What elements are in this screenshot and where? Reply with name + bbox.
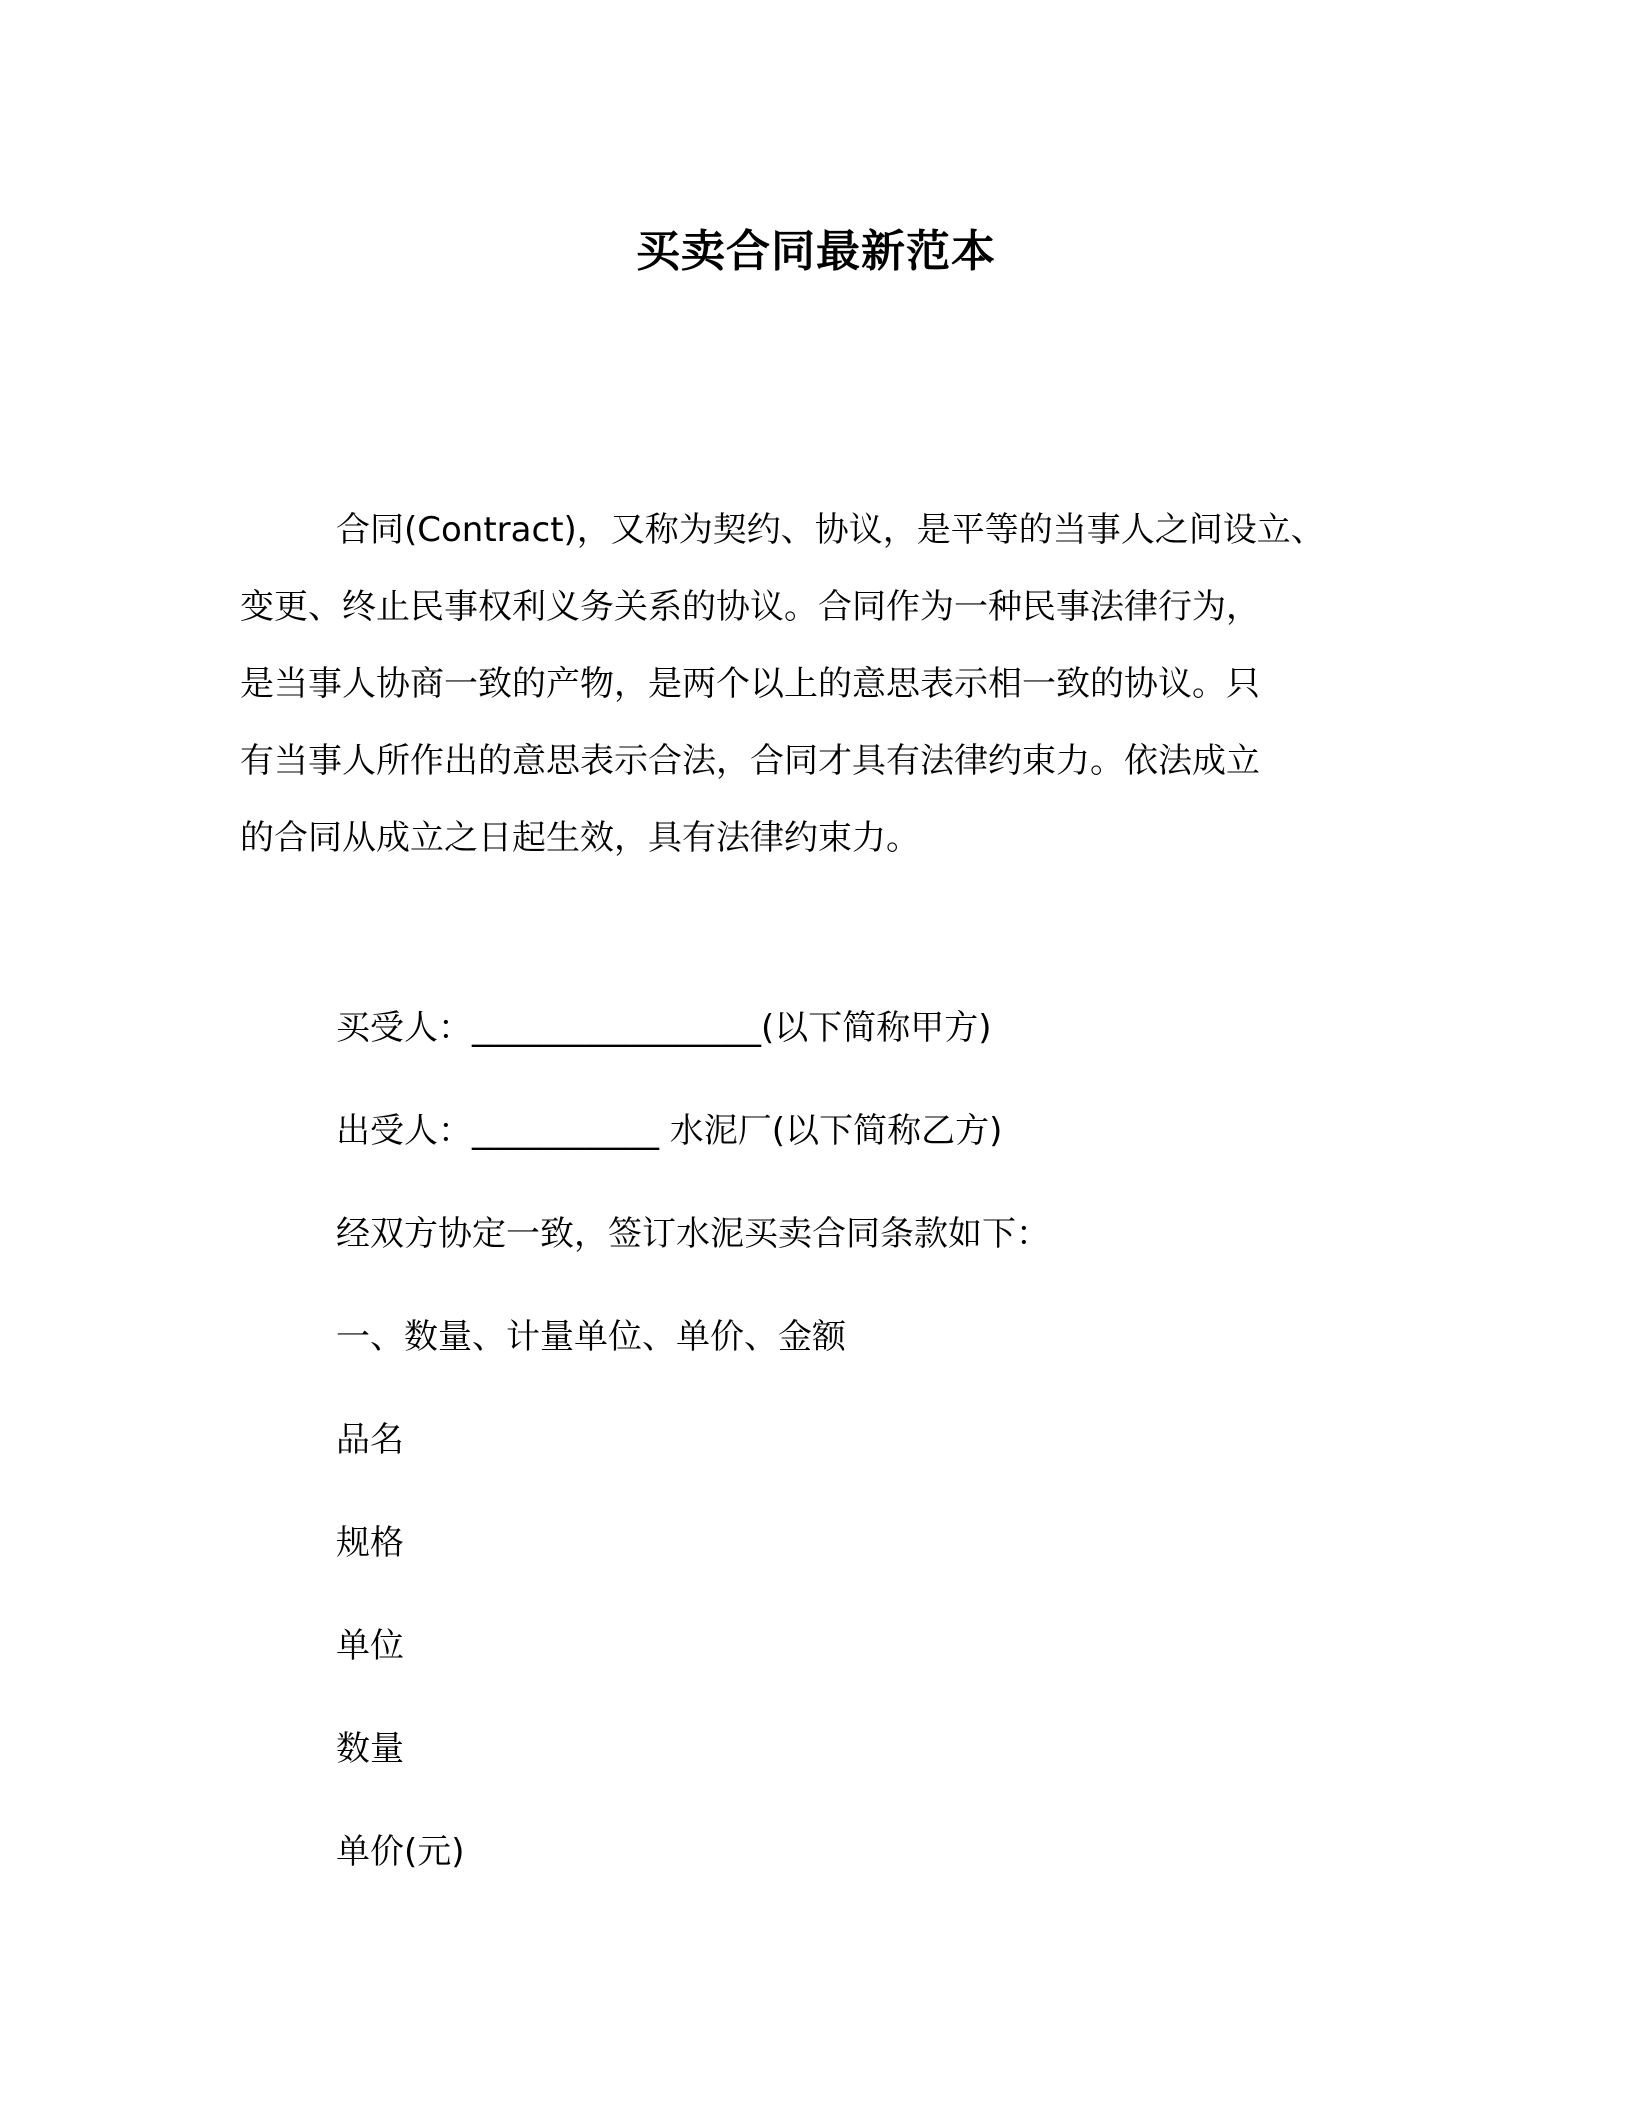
field-quantity: 数量: [336, 1729, 404, 1769]
intro-paragraph: [240, 492, 1400, 877]
field-specification: 规格: [336, 1523, 404, 1563]
field-product-name: 品名: [336, 1420, 404, 1460]
section-heading: 一、数量、计量单位、单价、金额: [336, 1317, 846, 1357]
field-unit-price: 单价(元): [336, 1832, 465, 1872]
agreement-line: 经双方协定一致，签订水泥买卖合同条款如下：: [336, 1214, 1050, 1254]
intro-line: 变更、终止民事权利义务关系的协议。合同作为一种民事法律行为，: [240, 587, 1260, 627]
field-unit: 单位: [336, 1626, 404, 1666]
buyer-line: 买受人：_________________(以下简称甲方): [336, 1008, 992, 1048]
intro-line: 是当事人协商一致的产物，是两个以上的意思表示相一致的协议。只: [240, 664, 1260, 704]
document-title: 买卖合同最新范本: [636, 226, 996, 277]
intro-line: 合同(Contract)，又称为契约、协议，是平等的当事人之间设立、: [336, 510, 1325, 550]
seller-line: 出受人：___________ 水泥厂(以下简称乙方): [336, 1111, 1003, 1151]
intro-line: 的合同从成立之日起生效，具有法律约束力。: [240, 818, 920, 858]
intro-line: 有当事人所作出的意思表示合法，合同才具有法律约束力。依法成立: [240, 741, 1260, 781]
